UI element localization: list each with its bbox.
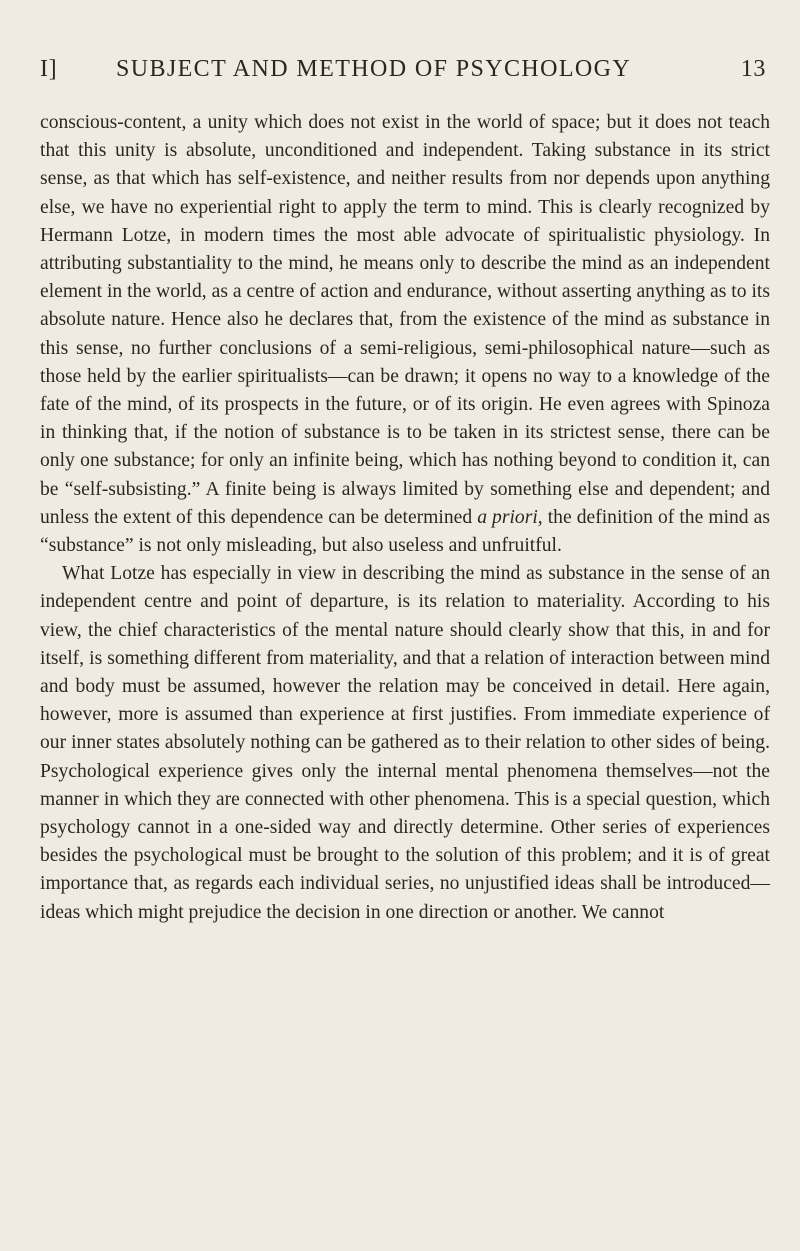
- running-title: SUBJECT AND METHOD OF PSYCHOLOGY: [116, 56, 632, 82]
- paragraph-2: [40, 560, 770, 927]
- chapter-marker: I]: [40, 56, 58, 82]
- page-number: 13: [740, 56, 766, 82]
- paragraph-1-text: conscious-content, a unity which does not exist in the world of space; but it does not teach that this unity is absolute, unconditioned and independent. Taking substance in its strict sense, as that which has self-existence, and neither results from nor depends upon anything else, we have no experiential right to apply the term to mind. This is clearly recognized by Hermann Lotze, in modern times the most able advocate of spiritualistic physiology. In attributing substantiality to the mind, he means only to describe the mind as an independent element in the world, as a centre of action and endurance, without asserting anything as to its absolute nature. Hence also he declares that, from the existence of the mind as substance in this sense, no further conclusions of a semi-religious, semi-philosophical nature—such as those held by the earlier spiritualists—can be drawn; it opens no way to a knowledge of the fate of the mind, of its prospects in the future, or of its origin. He even agrees with Spinoza in thinking that, if the notion of substance is to be taken in its strictest sense, there can be only one substance; for only an infinite being, which has nothing beyond to condition it, can be “self-subsisting.” A finite being is always limited by something else and dependent; and unless the extent of this dependence can be determined: [40, 112, 770, 528]
- paragraph-2-text: What Lotze has especially in view in describing the mind as substance in the sense of an independent centre and point of departure, is its relation to materiality. According to his view, the chief characteristics of the mental nature should clearly show that this, in and for itself, is something different from materiality, and that a relation of interaction between mind and body must be assumed, however the relation may be conceived in detail. Here again, however, more is assumed than experience at first justifies. From immediate experience of our inner states absolutely nothing can be gathered as to their relation to other sides of being. Psychological experience gives only the internal mental phenomena themselves—not the manner in which they are connected with other phenomena. This is a special question, which psychology cannot in a one-sided way and directly determine. Other series of experiences besides the psychological must be brought to the solution of this problem; and it is of great importance that, as regards each individual series, no unjustified ideas shall be introduced—ideas which might prejudice the decision in one direction or another. We cannot: [40, 563, 770, 923]
- body-text: [40, 109, 770, 927]
- paragraph-1-text-end: , the definition of the mind as “substance” is not only misleading, but also useless and unfruitful.: [40, 506, 770, 557]
- paragraph-1: [40, 109, 770, 560]
- italic-phrase: a priori: [477, 506, 538, 528]
- running-header: [40, 56, 766, 96]
